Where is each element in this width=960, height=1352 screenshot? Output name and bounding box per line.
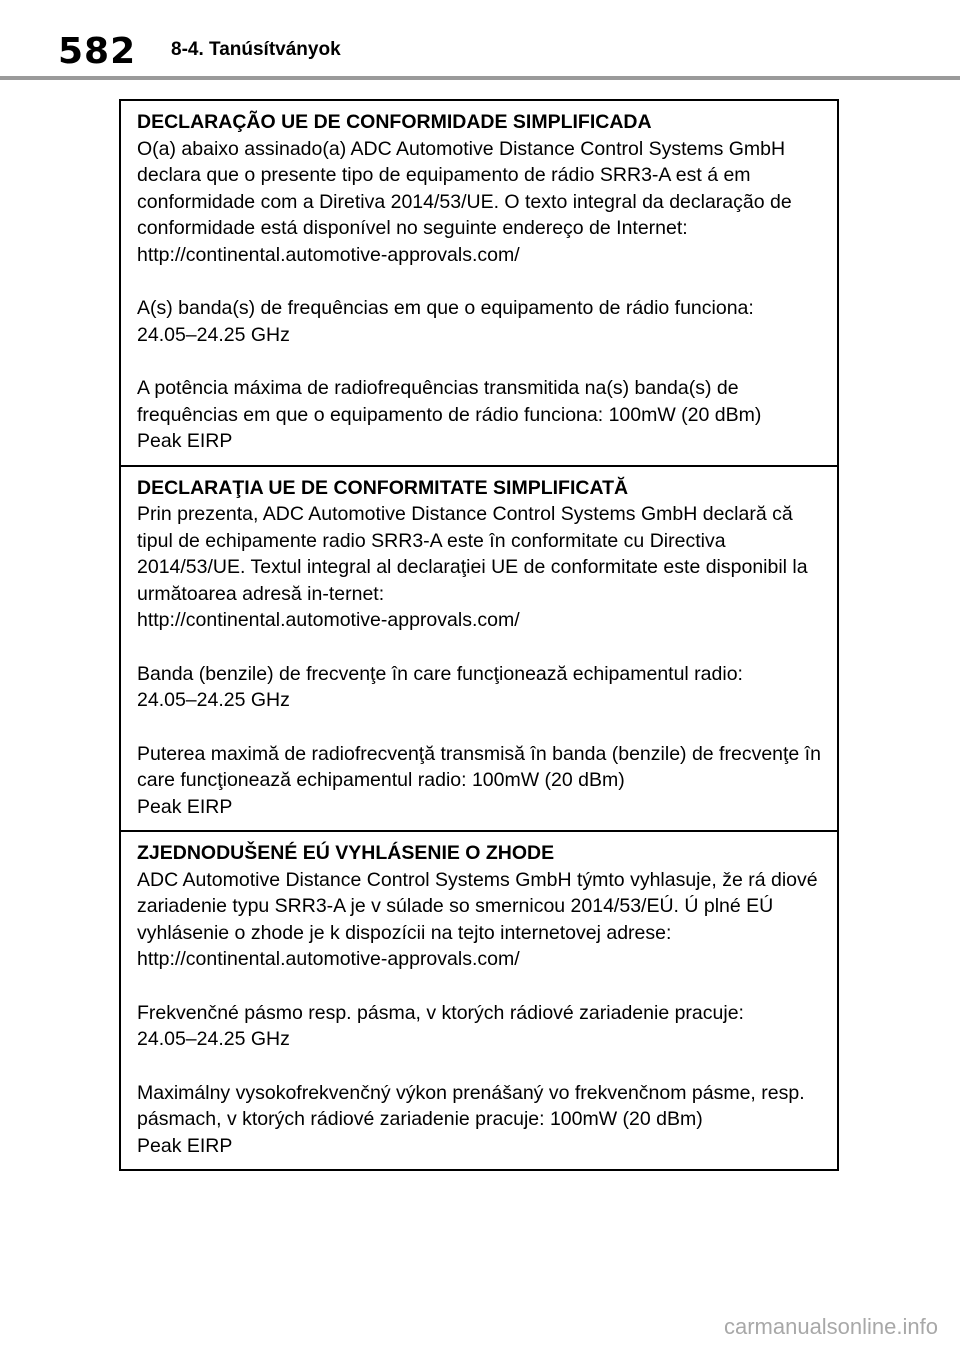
declaration-url: http://continental.automotive-approvals.com/: [137, 609, 520, 631]
frequency-bands-label: Frekvenčné pásmo resp. pásma, v ktorých rádiové zariadenie pracuje:: [137, 1001, 744, 1024]
max-power-text: Maximálny vysokofrekvenčný výkon prenášaný vo frekvenčnom pásme, resp. pásmach, v ktorých rádiové zariadenie pracuje: 100mW (20 dBm): [137, 1081, 805, 1130]
declaration-url: http://continental.automotive-approvals.com/: [137, 243, 520, 266]
frequency-bands-value: 24.05–24.25 GHz: [137, 1028, 290, 1050]
max-power-text: Puterea maximă de radiofrecvenţă transmisă în banda (benzile) de frecvenţe în care funcţionează echipamentul radio: 100mW (20 dBm): [137, 742, 821, 791]
max-power-unit: Peak EIRP: [137, 795, 233, 818]
frequency-bands-label: Banda (benzile) de frecvenţe în care funcţionează echipamentul radio:: [137, 662, 743, 685]
watermark: carmanualsonline.info: [723, 1314, 938, 1339]
declaration-intro: Prin prezenta, ADC Automotive Distance Control Systems GmbH declară că tipul de echipamente radio SRR3-A este în conformitate cu Directiva 2014/53/UE. Textul integral al declaraţiei UE de conformitate este disponibil la următoarea adresă in-ternet:: [137, 503, 808, 605]
max-power-unit: Peak EIRP: [137, 430, 233, 452]
declaration-title: ZJEDNODUŠENÉ EÚ VYHLÁSENIE O ZHODE: [137, 842, 555, 864]
declaration-slovak: [121, 830, 837, 1169]
frequency-bands-value: 24.05–24.25 GHz: [137, 323, 290, 346]
declaration-title: DECLARAŢIA UE DE CONFORMITATE SIMPLIFICATĂ: [137, 476, 629, 499]
page-header: [0, 0, 960, 80]
declaration-intro: O(a) abaixo assinado(a) ADC Automotive Distance Control Systems GmbH declara que o presente tipo de equipamento de rádio SRR3-A est á em conformidade com a Diretiva 2014/53/UE. O texto integral da declaração de conformidade está disponível no seguinte endereço de Internet:: [137, 137, 792, 239]
declaration-intro: ADC Automotive Distance Control Systems GmbH týmto vyhlasuje, že rá diové zariadenie typu SRR3-A je v súlade so smernicou 2014/53/EÚ. Ú plné EÚ vyhlásenie o zhode je k dispozícii na tejto internetovej adrese:: [137, 868, 818, 944]
max-power-text: A potência máxima de radiofrequências transmitida na(s) banda(s) de frequências em que o equipamento de rádio funciona: 100mW (20 dBm): [137, 377, 762, 426]
header-rule: [0, 76, 960, 80]
declaration-title: DECLARAÇÃO UE DE CONFORMIDADE SIMPLIFICADA: [137, 111, 652, 133]
frequency-bands-value: 24.05–24.25 GHz: [137, 689, 290, 711]
declaration-url: http://continental.automotive-approvals.com/: [137, 948, 520, 970]
page-number: 582: [58, 31, 137, 72]
max-power-unit: Peak EIRP: [137, 1134, 233, 1157]
frequency-bands-label: A(s) banda(s) de frequências em que o equipamento de rádio funciona:: [137, 297, 754, 319]
declaration-romanian: [121, 465, 837, 831]
section-title: 8-4. Tanúsítványok: [171, 39, 341, 60]
declaration-portuguese: [121, 101, 837, 465]
declarations-box: [119, 99, 839, 1171]
